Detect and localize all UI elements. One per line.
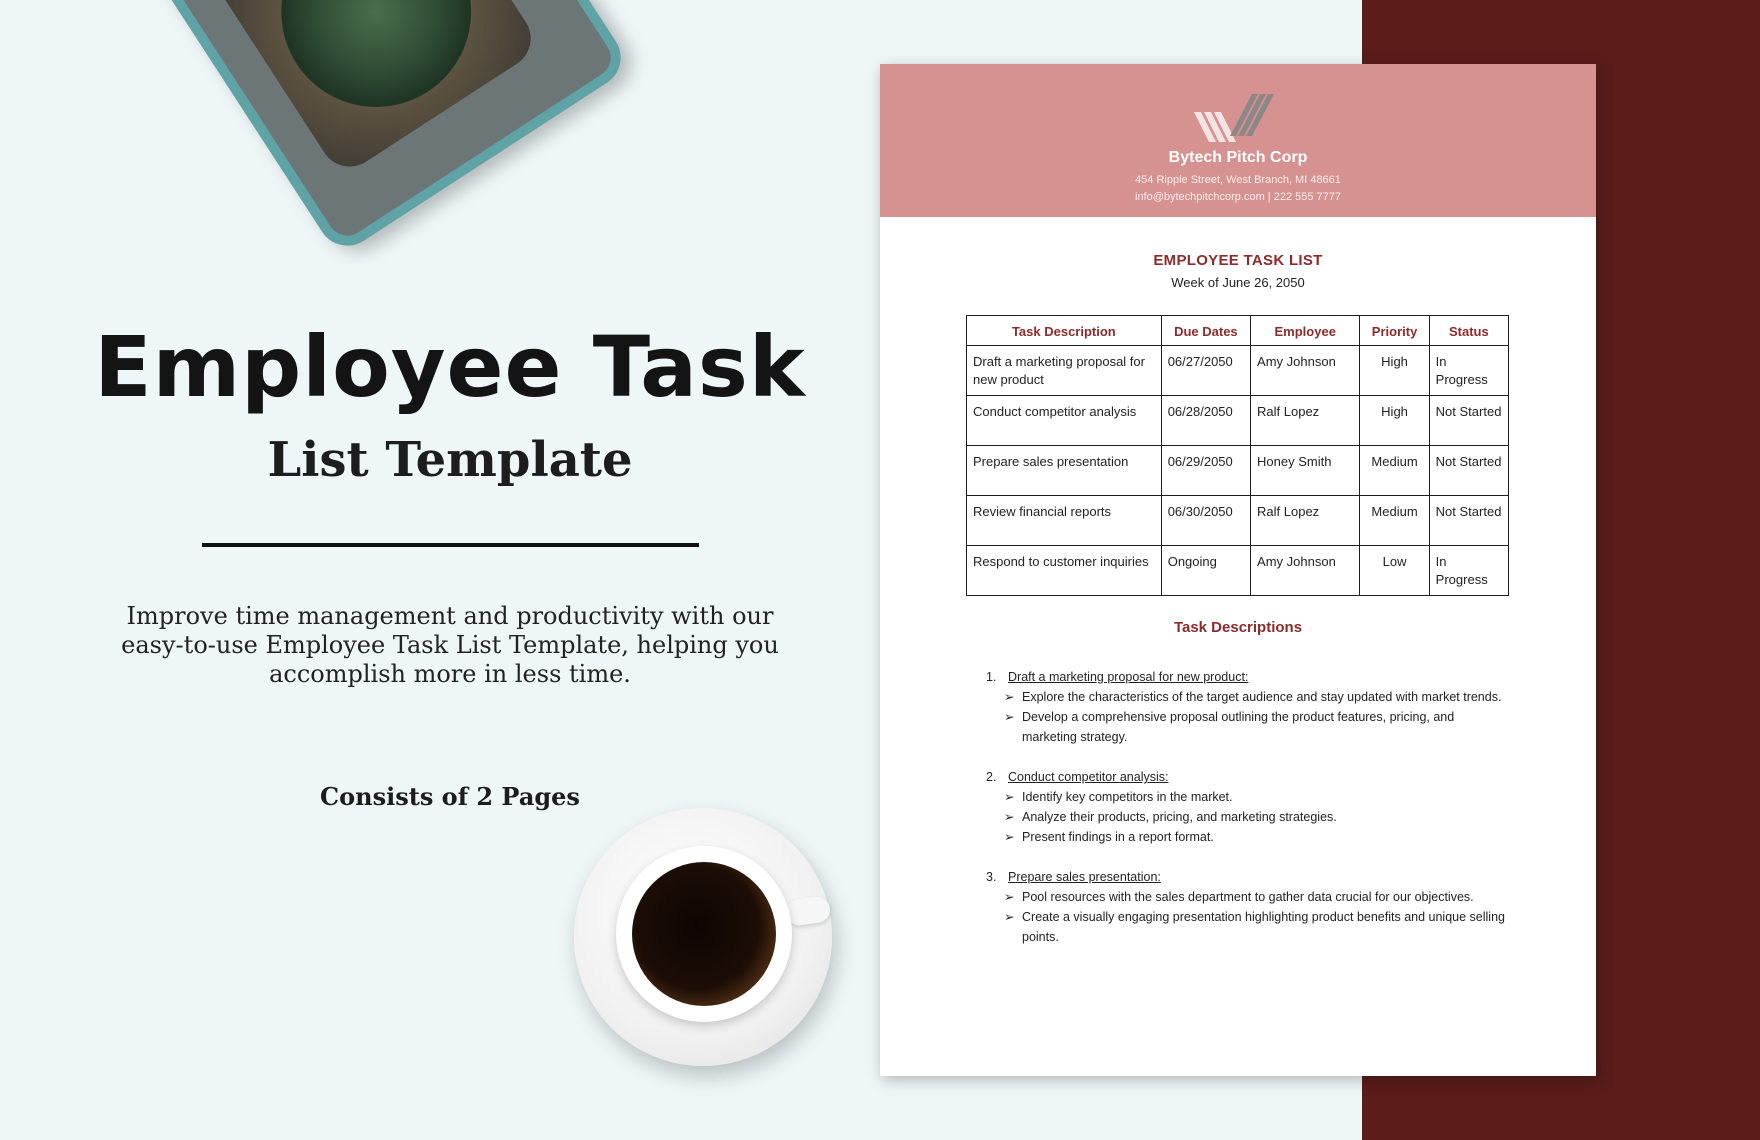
hero-title: Employee Task: [94, 318, 806, 416]
table-row: [967, 446, 1509, 496]
list-item-number: 1.: [986, 670, 997, 684]
task-descriptions-title: Task Descriptions: [1173, 619, 1303, 636]
cell-task: Respond to customer inquiries: [967, 546, 1162, 596]
arrow-bullet-icon: ➢: [1004, 710, 1015, 724]
hero-description: Improve time management and productivity with our easy-to-use Employee Task List Template, helping you accomplish more in less time.: [121, 602, 779, 688]
list-item-title: Draft a marketing proposal for new product:: [1008, 670, 1249, 684]
cell-priority: Medium: [1360, 496, 1429, 546]
company-contact: info@bytechpitchcorp.com | 222 555 7777: [1134, 191, 1342, 203]
cell-priority: High: [1360, 396, 1429, 446]
arrow-bullet-icon: ➢: [1004, 790, 1015, 804]
cell-task: Prepare sales presentation: [967, 446, 1162, 496]
bullet-point: [986, 827, 1506, 847]
table-row: [967, 496, 1509, 546]
cell-due-date: 06/29/2050: [1161, 446, 1250, 496]
cell-priority: Low: [1360, 546, 1429, 596]
hero-subtitle: List Template: [267, 432, 633, 488]
table-row: [967, 396, 1509, 446]
header-priority: Priority: [1360, 316, 1429, 346]
cell-due-date: Ongoing: [1161, 546, 1250, 596]
cell-status: In Progress: [1429, 346, 1508, 396]
cell-task: Draft a marketing proposal for new product: [967, 346, 1162, 396]
arrow-bullet-icon: ➢: [1004, 690, 1015, 704]
bullet-point: [986, 787, 1506, 807]
arrow-bullet-icon: ➢: [1004, 810, 1015, 824]
hero-divider: [202, 543, 699, 547]
cell-due-date: 06/30/2050: [1161, 496, 1250, 546]
cell-due-date: 06/28/2050: [1161, 396, 1250, 446]
cell-employee: Amy Johnson: [1251, 346, 1360, 396]
cell-employee: Honey Smith: [1251, 446, 1360, 496]
cell-status: In Progress: [1429, 546, 1508, 596]
document-page: [880, 64, 1596, 1076]
bullet-text: Explore the characteristics of the target audience and stay updated with market trends.: [1022, 690, 1502, 704]
succulent-plant-image: [148, 0, 632, 257]
bullet-text: Identify key competitors in the market.: [1022, 790, 1233, 804]
bullet-point: [986, 687, 1506, 707]
arrow-bullet-icon: ➢: [1004, 830, 1015, 844]
bullet-point: [986, 807, 1506, 827]
cell-employee: Ralf Lopez: [1251, 496, 1360, 546]
bullet-text: Create a visually engaging presentation highlighting product benefits and unique selling points.: [1022, 910, 1505, 944]
company-logo-icon: [1190, 88, 1286, 148]
cell-employee: Ralf Lopez: [1251, 396, 1360, 446]
list-item: [986, 667, 1506, 747]
table-header-row: [967, 316, 1509, 346]
list-item: [986, 767, 1506, 847]
cell-status: Not Started: [1429, 396, 1508, 446]
arrow-bullet-icon: ➢: [1004, 910, 1015, 924]
document-header: [880, 64, 1596, 217]
header-due-dates: Due Dates: [1161, 316, 1250, 346]
cell-due-date: 06/27/2050: [1161, 346, 1250, 396]
cell-priority: High: [1360, 346, 1429, 396]
list-item-title: Conduct competitor analysis:: [1008, 770, 1169, 784]
cell-status: Not Started: [1429, 446, 1508, 496]
cell-employee: Amy Johnson: [1251, 546, 1360, 596]
list-item: [986, 867, 1506, 947]
bullet-point: [986, 907, 1506, 947]
bullet-point: [986, 887, 1506, 907]
header-employee: Employee: [1251, 316, 1360, 346]
cell-task: Review financial reports: [967, 496, 1162, 546]
company-name: Bytech Pitch Corp: [1168, 149, 1308, 166]
task-descriptions-list: [986, 667, 1506, 967]
task-table: [966, 315, 1509, 596]
coffee-liquid: [632, 862, 776, 1006]
list-item-number: 3.: [986, 870, 997, 884]
cell-task: Conduct competitor analysis: [967, 396, 1162, 446]
cell-priority: Medium: [1360, 446, 1429, 496]
bullet-text: Pool resources with the sales department to gather data crucial for our objectives.: [1022, 890, 1474, 904]
bullet-text: Develop a comprehensive proposal outlining the product features, pricing, and marketing strategy.: [1022, 710, 1455, 744]
document-title: EMPLOYEE TASK LIST: [1153, 252, 1323, 269]
header-task-description: Task Description: [967, 316, 1162, 346]
cell-status: Not Started: [1429, 496, 1508, 546]
document-week: Week of June 26, 2050: [1171, 275, 1305, 290]
page-count-label: Consists of 2 Pages: [320, 782, 580, 811]
arrow-bullet-icon: ➢: [1004, 890, 1015, 904]
header-status: Status: [1429, 316, 1508, 346]
list-item-number: 2.: [986, 770, 997, 784]
bullet-text: Analyze their products, pricing, and marketing strategies.: [1022, 810, 1337, 824]
table-row: [967, 546, 1509, 596]
bullet-point: [986, 707, 1506, 747]
bullet-text: Present findings in a report format.: [1022, 830, 1214, 844]
list-item-title: Prepare sales presentation:: [1008, 870, 1161, 884]
table-row: [967, 346, 1509, 396]
company-address: 454 Ripple Street, West Branch, MI 48661: [1135, 174, 1341, 186]
